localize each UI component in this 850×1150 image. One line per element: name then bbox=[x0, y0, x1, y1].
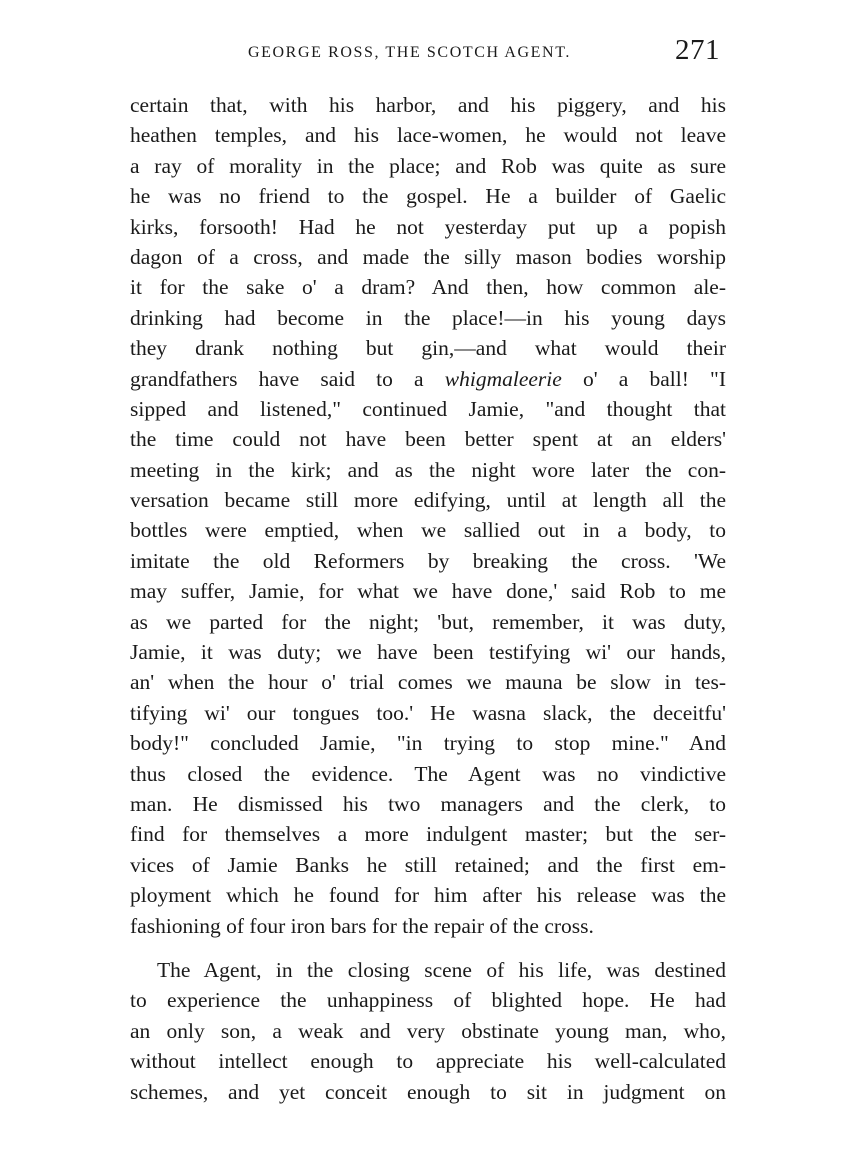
text-line: may suffer, Jamie, for what we have done,' said Rob to me bbox=[130, 579, 726, 604]
text-line: heathen temples, and his lace-women, he would not leave bbox=[130, 123, 726, 148]
text-line: schemes, and yet conceit enough to sit in judgment on bbox=[130, 1079, 726, 1104]
text-line: drinking had become in the place!—in his young days bbox=[130, 305, 726, 330]
text-line: The Agent, in the closing scene of his life, was destined bbox=[157, 957, 726, 982]
running-head bbox=[130, 36, 722, 76]
text-line: bottles were emptied, when we sallied out in a body, to bbox=[130, 518, 726, 543]
text-line: kirks, forsooth! Had he not yesterday put up a popish bbox=[130, 214, 726, 239]
text-line: dagon of a cross, and made the silly mason bodies worship bbox=[130, 244, 726, 269]
text-line: Jamie, it was duty; we have been testifying wi' our hands, bbox=[130, 640, 726, 665]
text-line: certain that, with his harbor, and his piggery, and his bbox=[130, 93, 726, 117]
text-line: imitate the old Reformers by breaking the cross. 'We bbox=[130, 548, 726, 573]
text-line: grandfathers have said to a whigmaleerie o' a ball! "I bbox=[130, 366, 726, 391]
body-text bbox=[130, 90, 726, 1107]
text-line: to experience the unhappiness of blighted hope. He had bbox=[130, 988, 726, 1013]
text-line: as we parted for the night; 'but, remember, it was duty, bbox=[130, 609, 726, 634]
text-line: he was no friend to the gospel. He a builder of Gaelic bbox=[130, 184, 726, 209]
text-line: tifying wi' our tongues too.' He wasna slack, the deceitfu' bbox=[130, 700, 726, 725]
italic-word: whigmaleerie bbox=[444, 366, 562, 391]
text-line: it for the sake o' a dram? And then, how common ale- bbox=[130, 275, 726, 300]
text-line: fashioning of four iron bars for the repair of the cross. bbox=[130, 913, 594, 938]
paragraph-1 bbox=[130, 90, 726, 941]
page-number: 271 bbox=[675, 34, 720, 66]
running-title-text: GEORGE ROSS, THE SCOTCH AGENT. bbox=[248, 44, 571, 61]
paragraph-gap bbox=[130, 941, 726, 955]
text-line: thus closed the evidence. The Agent was no vindictive bbox=[130, 761, 726, 786]
text-line: ployment which he found for him after his release was the bbox=[130, 883, 726, 908]
text-line: they drank nothing but gin,—and what would their bbox=[130, 336, 726, 361]
text-line: without intellect enough to appreciate his well-calculated bbox=[130, 1049, 726, 1074]
text-line: an' when the hour o' trial comes we mauna be slow in tes- bbox=[130, 670, 726, 695]
text-line: vices of Jamie Banks he still retained; and the first em- bbox=[130, 852, 726, 877]
text-line: meeting in the kirk; and as the night wore later the con- bbox=[130, 457, 726, 482]
paragraph-2 bbox=[130, 955, 726, 1107]
running-title bbox=[248, 42, 571, 62]
text-line: find for themselves a more indulgent master; but the ser- bbox=[130, 822, 726, 847]
text-line: sipped and listened," continued Jamie, "and thought that bbox=[130, 396, 726, 421]
text-line: body!" concluded Jamie, "in trying to stop mine." And bbox=[130, 731, 726, 756]
text-line: the time could not have been better spent at an elders' bbox=[130, 427, 726, 452]
text-line: versation became still more edifying, until at length all the bbox=[130, 488, 726, 513]
text-line: an only son, a weak and very obstinate young man, who, bbox=[130, 1018, 726, 1043]
text-line: man. He dismissed his two managers and the clerk, to bbox=[130, 791, 726, 816]
text-line: a ray of morality in the place; and Rob was quite as sure bbox=[130, 153, 726, 178]
